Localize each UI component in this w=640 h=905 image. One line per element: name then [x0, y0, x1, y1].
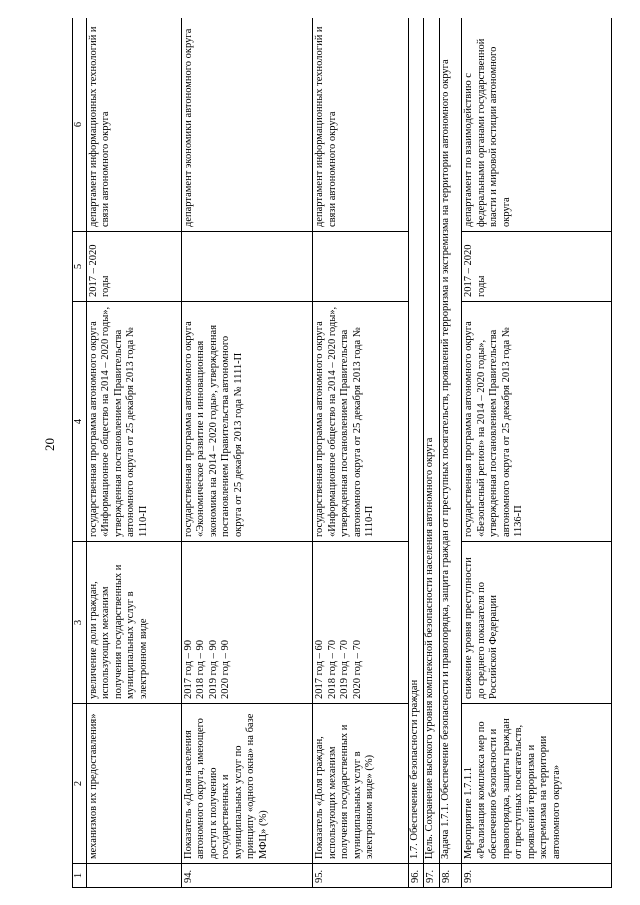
cell-program: государственная программа автономного округа «Безопасный регион» на 2014 – 2020 годы», утвержденная постановлением Правительства автономного округа от 25 декабря 2013 года № 1136-П: [462, 302, 612, 542]
cell-responsible: департамент информационных технологий и связи автономного округа: [313, 18, 408, 232]
cell-responsible: департамент по взаимодействию с федеральными органами государственной власти и мировой юстиции автономного округа: [462, 18, 612, 232]
cell-period: 2017 – 2020 годы: [462, 232, 612, 302]
program-table: [72, 18, 612, 888]
header-cell: 5: [73, 232, 87, 302]
cell-result: 2017 год – 60 2018 год – 70 2019 год – 70 2020 год – 70: [313, 542, 408, 704]
cell-period: 2017 – 2020 годы: [86, 232, 181, 302]
table-row: [462, 18, 612, 888]
cell-name: механизмов их предоставления»: [86, 704, 181, 864]
table-row: [313, 18, 408, 888]
cell-responsible: департамент информационных технологий и связи автономного округа: [86, 18, 181, 232]
row-number: 94.: [181, 864, 313, 888]
table-row-task: [439, 18, 462, 888]
row-number: [86, 864, 181, 888]
table-container: [72, 18, 612, 888]
header-cell: 2: [73, 704, 87, 864]
table-row-section: [408, 18, 424, 888]
header-cell: 1: [73, 864, 87, 888]
cell-program: государственная программа автономного округа «Экономическое развитие и инновационная экономика на 2014 – 2020 годы», утвержденная постановлением Правительства автономного округа от 25 декабря 2013 года № 1111-П: [181, 302, 313, 542]
table-row: [86, 18, 181, 888]
header-row: [73, 18, 87, 888]
cell-program: государственная программа автономного округа «Информационное общество на 2014 – 2020 годы», утвержденная постановлением Правительства автономного округа от 25 декабря 2013 года № 1110-П: [313, 302, 408, 542]
cell-name: Показатель «Доля граждан, использующих механизм получения государственных и муниципальных услуг в электронном виде» (%): [313, 704, 408, 864]
header-cell: 6: [73, 18, 87, 232]
row-number: 97.: [424, 864, 440, 888]
header-cell: 4: [73, 302, 87, 542]
cell-responsible: департамент экономики автономного округа: [181, 18, 313, 232]
table-row-goal: [424, 18, 440, 888]
cell-period: [181, 232, 313, 302]
task-title: Задача 1.7.1. Обеспечение безопасности и правопорядка, защита граждан от преступных посягательств, проявлений терроризма и экстремизма на территории автономного округа: [439, 18, 462, 864]
cell-result: снижение уровня преступности до среднего показателя по Российской Федерации: [462, 542, 612, 704]
cell-period: [313, 232, 408, 302]
cell-name: Показатель «Доля населения автономного округа, имеющего доступ к получению государственных и муниципальных услуг по принципу «одного окна» на базе МФЦ» (%): [181, 704, 313, 864]
row-number: 98.: [439, 864, 462, 888]
cell-result: увеличение доли граждан, использующих механизм получения государственных и муниципальных услуг в электронном виде: [86, 542, 181, 704]
page-number: 20: [42, 438, 57, 452]
cell-result: 2017 год – 90 2018 год – 90 2019 год – 90 2020 год – 90: [181, 542, 313, 704]
section-title: 1.7. Обеспечение безопасности граждан: [408, 18, 424, 864]
cell-program: государственная программа автономного округа «Информационное общество на 2014 – 2020 годы», утвержденная постановлением Правительства автономного округа от 25 декабря 2013 года № 1110-П: [86, 302, 181, 542]
row-number: 95.: [313, 864, 408, 888]
row-number: 99.: [462, 864, 612, 888]
row-number: 96.: [408, 864, 424, 888]
header-cell: 3: [73, 542, 87, 704]
table-row: [181, 18, 313, 888]
cell-name: Мероприятие 1.7.1.1 «Реализация комплекса мер по обеспечению безопасности и правопорядка, защиты граждан от преступных посягательств, проявлений терроризма и экстремизма на территории автономного округа»: [462, 704, 612, 864]
goal-title: Цель. Сохранение высокого уровня комплексной безопасности населения автономного округа: [424, 18, 440, 864]
